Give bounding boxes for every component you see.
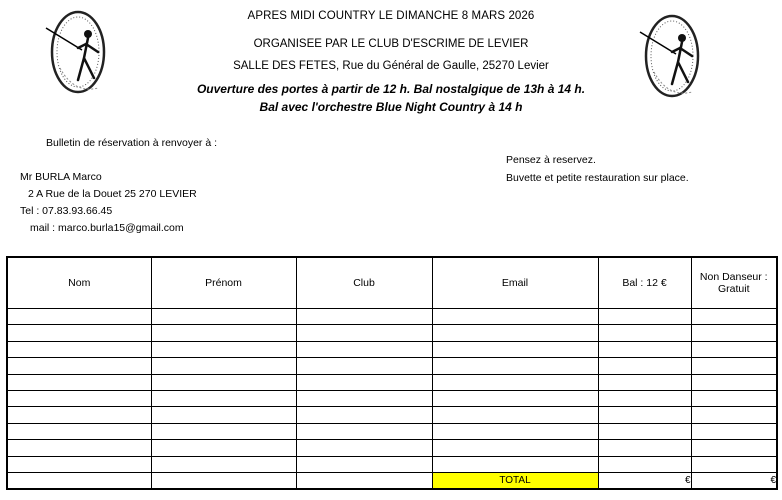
cell-prenom[interactable] — [151, 341, 296, 357]
contact-address: 2 A Rue de la Douet 25 270 LEVIER — [28, 188, 197, 200]
organizer-line: ORGANISEE PAR LE CLUB D'ESCRIME DE LEVIER — [253, 38, 529, 50]
cell-non-danseur[interactable] — [691, 341, 777, 357]
cell-email[interactable] — [432, 423, 598, 439]
cell-club[interactable] — [296, 407, 432, 423]
cell-bal[interactable] — [598, 358, 691, 374]
total-row — [7, 472, 777, 489]
cell-prenom[interactable] — [151, 456, 296, 472]
cell-email[interactable] — [432, 309, 598, 325]
cell-prenom[interactable] — [151, 325, 296, 341]
empty-cell — [7, 472, 151, 489]
cell-club[interactable] — [296, 374, 432, 390]
cell-nom[interactable] — [7, 374, 151, 390]
cell-prenom[interactable] — [151, 440, 296, 456]
cell-club[interactable] — [296, 423, 432, 439]
table-row — [7, 358, 777, 374]
cell-club[interactable] — [296, 341, 432, 357]
cell-club[interactable] — [296, 456, 432, 472]
cell-prenom[interactable] — [151, 358, 296, 374]
cell-prenom[interactable] — [151, 407, 296, 423]
cell-nom[interactable] — [7, 325, 151, 341]
cell-club[interactable] — [296, 440, 432, 456]
column-header-bal: Bal : 12 € — [598, 257, 691, 309]
band-line: Bal avec l'orchestre Blue Night Country à 14 h — [259, 100, 523, 114]
table-row — [7, 390, 777, 406]
cell-nom[interactable] — [7, 358, 151, 374]
cell-nom[interactable] — [7, 341, 151, 357]
cell-club[interactable] — [296, 325, 432, 341]
column-header-email: Email — [432, 257, 598, 309]
cell-non-danseur[interactable] — [691, 309, 777, 325]
cell-bal[interactable] — [598, 440, 691, 456]
cell-non-danseur[interactable] — [691, 358, 777, 374]
cell-prenom[interactable] — [151, 374, 296, 390]
cell-bal[interactable] — [598, 341, 691, 357]
table-row — [7, 407, 777, 423]
cell-email[interactable] — [432, 390, 598, 406]
contact-email: mail : marco.burla15@gmail.com — [30, 222, 184, 234]
cell-nom[interactable] — [7, 309, 151, 325]
column-header-club: Club — [296, 257, 432, 309]
cell-prenom[interactable] — [151, 423, 296, 439]
opening-hours-line: Ouverture des portes à partir de 12 h. Bal nostalgique de 13h à 14 h. — [196, 82, 586, 96]
event-title: APRES MIDI COUNTRY LE DIMANCHE 8 MARS 2026 — [247, 10, 535, 22]
cell-email[interactable] — [432, 341, 598, 357]
cell-club[interactable] — [296, 358, 432, 374]
cell-bal[interactable] — [598, 423, 691, 439]
contact-phone: Tel : 07.83.93.66.45 — [20, 205, 113, 217]
table-row — [7, 341, 777, 357]
cell-bal[interactable] — [598, 407, 691, 423]
cell-email[interactable] — [432, 456, 598, 472]
reservation-heading: Bulletin de réservation à renvoyer à : — [46, 137, 218, 149]
cell-email[interactable] — [432, 440, 598, 456]
cell-non-danseur[interactable] — [691, 423, 777, 439]
total-label: TOTAL — [432, 472, 598, 489]
empty-cell — [151, 472, 296, 489]
table-row — [7, 325, 777, 341]
table-row — [7, 374, 777, 390]
contact-name: Mr BURLA Marco — [20, 171, 102, 183]
cell-nom[interactable] — [7, 390, 151, 406]
cell-club[interactable] — [296, 309, 432, 325]
cell-email[interactable] — [432, 374, 598, 390]
cell-non-danseur[interactable] — [691, 374, 777, 390]
reservation-table — [6, 256, 778, 490]
column-header-nom: Nom — [7, 257, 151, 309]
cell-nom[interactable] — [7, 423, 151, 439]
table-row — [7, 456, 777, 472]
venue-line: SALLE DES FETES, Rue du Général de Gaulle, 25270 Levier — [233, 60, 549, 72]
cell-nom[interactable] — [7, 407, 151, 423]
cell-email[interactable] — [432, 407, 598, 423]
cell-nom[interactable] — [7, 440, 151, 456]
cell-bal[interactable] — [598, 309, 691, 325]
cell-prenom[interactable] — [151, 309, 296, 325]
column-header-prenom: Prénom — [151, 257, 296, 309]
cell-bal[interactable] — [598, 374, 691, 390]
cell-bal[interactable] — [598, 325, 691, 341]
cell-bal[interactable] — [598, 390, 691, 406]
cell-prenom[interactable] — [151, 390, 296, 406]
column-header-non-danseur: Non Danseur : Gratuit — [691, 257, 777, 309]
total-non-danseur-cell[interactable]: € — [691, 472, 777, 489]
cell-bal[interactable] — [598, 456, 691, 472]
table-row — [7, 423, 777, 439]
empty-cell — [296, 472, 432, 489]
cell-non-danseur[interactable] — [691, 440, 777, 456]
table-header-row — [7, 257, 777, 309]
cell-non-danseur[interactable] — [691, 456, 777, 472]
cell-email[interactable] — [432, 325, 598, 341]
table-row — [7, 309, 777, 325]
cell-non-danseur[interactable] — [691, 390, 777, 406]
cell-non-danseur[interactable] — [691, 407, 777, 423]
note-refreshments: Buvette et petite restauration sur place. — [506, 172, 689, 184]
cell-club[interactable] — [296, 390, 432, 406]
cell-nom[interactable] — [7, 456, 151, 472]
total-bal-cell[interactable]: € — [598, 472, 691, 489]
note-reserve: Pensez à reservez. — [506, 154, 596, 166]
cell-email[interactable] — [432, 358, 598, 374]
table-row — [7, 440, 777, 456]
cell-non-danseur[interactable] — [691, 325, 777, 341]
